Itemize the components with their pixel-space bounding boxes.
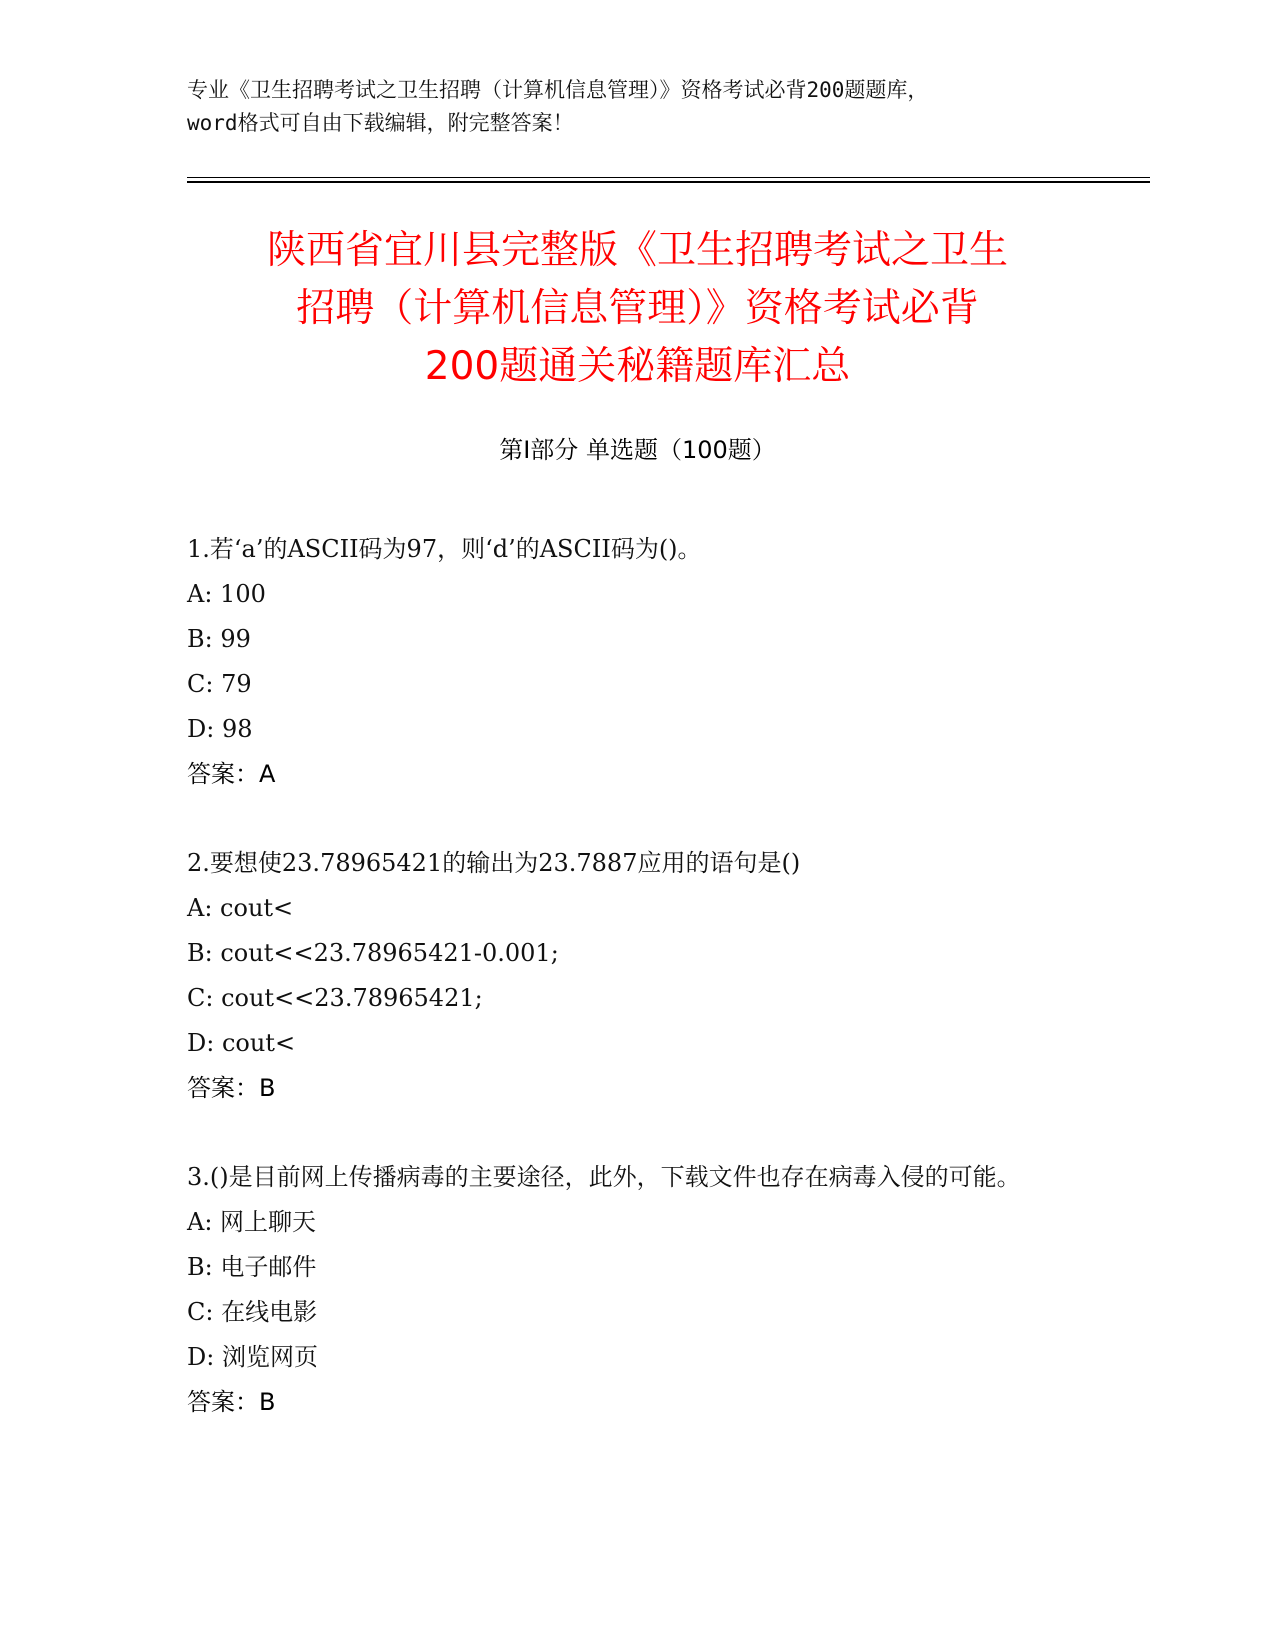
question-1 bbox=[187, 527, 1087, 797]
answer: 答案：B bbox=[187, 1074, 276, 1102]
option-a: A: cout< bbox=[187, 894, 294, 922]
option-a: A: 网上聊天 bbox=[187, 1208, 317, 1236]
question-2 bbox=[187, 841, 1087, 1111]
question-stem: 1.若‘a’的ASCII码为97，则‘d’的ASCII码为()。 bbox=[187, 535, 702, 563]
question-stem: 3.()是目前网上传播病毒的主要途径，此外，下载文件也存在病毒入侵的可能。 bbox=[187, 1163, 1021, 1191]
option-c: C: 在线电影 bbox=[187, 1298, 318, 1326]
question-stem: 2.要想使23.78965421的输出为23.7887应用的语句是() bbox=[187, 849, 801, 877]
document-title-line2: 招聘（计算机信息管理）》资格考试必背 bbox=[296, 286, 979, 331]
option-d: D: 浏览网页 bbox=[187, 1343, 318, 1371]
document-title bbox=[170, 222, 1105, 396]
option-c: C: 79 bbox=[187, 670, 252, 698]
section-title: 第Ⅰ部分 单选题（100题） bbox=[499, 436, 776, 464]
header-rule-top bbox=[187, 177, 1150, 178]
question-list bbox=[187, 527, 1087, 1469]
document-title-line3: 200题通关秘籍题库汇总 bbox=[424, 344, 851, 389]
option-b: B: 99 bbox=[187, 625, 251, 653]
option-d: D: cout< bbox=[187, 1029, 296, 1057]
option-d: D: 98 bbox=[187, 715, 253, 743]
header-note bbox=[187, 74, 1107, 140]
option-b: B: cout<<23.78965421-0.001; bbox=[187, 939, 559, 967]
header-note-line2: word格式可自由下载编辑，附完整答案！ bbox=[187, 111, 574, 135]
header-note-line1: 专业《卫生招聘考试之卫生招聘（计算机信息管理）》资格考试必背200题题库， bbox=[187, 78, 929, 102]
answer: 答案：A bbox=[187, 760, 276, 788]
question-3 bbox=[187, 1155, 1087, 1425]
option-b: B: 电子邮件 bbox=[187, 1253, 317, 1281]
answer: 答案：B bbox=[187, 1388, 276, 1416]
document-title-line1: 陕西省宜川县完整版《卫生招聘考试之卫生 bbox=[266, 228, 1008, 273]
option-a: A: 100 bbox=[187, 580, 266, 608]
option-c: C: cout<<23.78965421; bbox=[187, 984, 483, 1012]
header-rule-bottom bbox=[187, 181, 1150, 183]
